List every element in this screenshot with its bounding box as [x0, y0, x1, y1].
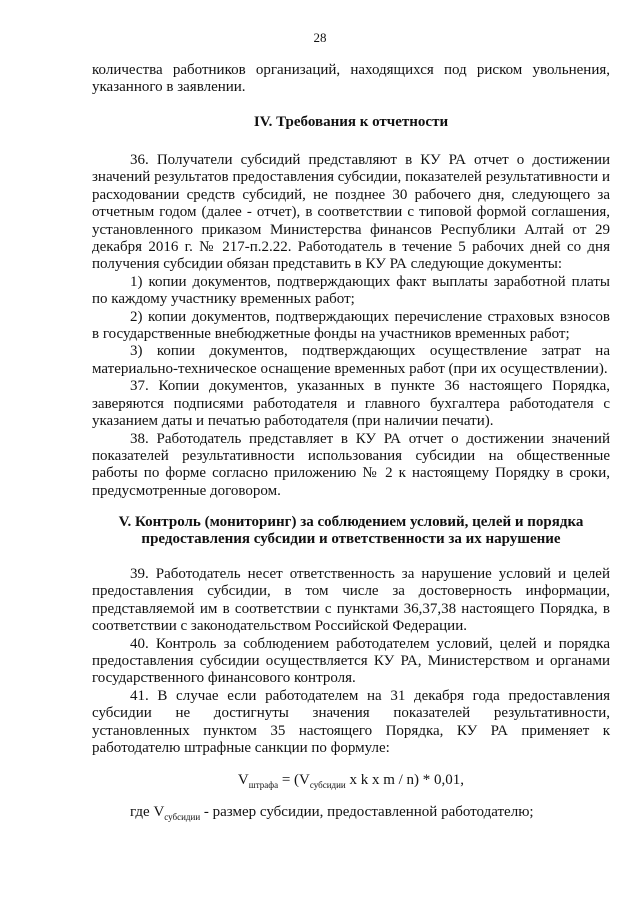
definition-subscript: субсидии — [164, 812, 201, 822]
paragraph-40: 40. Контроль за соблюдением работодателем условий, целей и порядка предоставления субсидии осуществляется КУ РА, Министерством и органами государственного финансового контроля. — [92, 635, 610, 687]
formula-equals: = (V — [278, 772, 310, 788]
definition-prefix: где V — [130, 804, 165, 820]
paragraph-39: 39. Работодатель несет ответственность за нарушение условий и целей предоставления субсидии, в том числе за достоверность информации, представляемой им в соответствии с пунктами 36,37,38 настоящего Порядка, в соответствии с законодательством Российской Федерации. — [92, 566, 610, 635]
paragraph-41: 41. В случае если работодателем на 31 декабря года предоставления субсидии не достигнуты значения показателей результативности, установленных пунктом 35 настоящего Порядка, КУ РА применяет к работодателю штрафные санкции по формуле: — [92, 687, 610, 757]
section-5-heading-line-1: V. Контроль (мониторинг) за соблюдением условий, целей и порядка — [118, 514, 584, 530]
paragraph-36-item-1: 1) копии документов, подтверждающих факт выплаты заработной платы по каждому участнику временных работ; — [92, 273, 610, 308]
section-4-body — [92, 152, 610, 500]
formula-lhs: V — [237, 772, 249, 788]
paragraph-37: 37. Копии документов, указанных в пункте 36 настоящего Порядка, заверяются подписями работодателя и главного бухгалтера работодателя с указанием даты и печатью работодателя (при наличии печати). — [92, 378, 610, 430]
section-5-heading-line-2: предоставления субсидии и ответственности за их нарушение — [141, 531, 561, 548]
definition-text: - размер субсидии, предоставленной работодателю; — [200, 804, 534, 820]
formula-rest: x k x m / n) * 0,01, — [345, 772, 465, 788]
page-number: 28 — [313, 30, 327, 45]
paragraph-38: 38. Работодатель представляет в КУ РА отчет о достижении значений показателей результативности использования субсидии на общественные работы по форме согласно приложению № 2 к настоящему Порядку в сроки, предусмотренные договором. — [92, 430, 610, 499]
paragraph-36: 36. Получатели субсидий представляют в КУ РА отчет о достижении значений результатов предоставления субсидии, показателей результативности и расходовании средств субсидий, не позднее 30 рабочего дня, следующего за отчетным годом (далее - отчет), в соответствии с типовой формой соглашения, установленного приказом Министерства финансов Республики Алтай от 29 декабря 2016 г. № 217-п.2.22. Работодатель в течение 5 рабочих дней со дня получения субсидии обязан представить в КУ РА следующие документы: — [92, 152, 610, 273]
section-5-heading — [92, 514, 610, 549]
section-4-heading: IV. Требования к отчетности — [253, 114, 449, 130]
carry-over-paragraph: количества работников организаций, находящихся под риском увольнения, указанного в заявлении. — [92, 62, 610, 96]
paragraph-36-item-2: 2) копии документов, подтверждающих перечисление страховых взносов в государственные внебюджетные фонды на участников временных работ; — [92, 308, 610, 343]
formula-lhs-subscript: штрафа — [248, 780, 279, 790]
formula-rhs-subscript: субсидии — [309, 780, 346, 790]
paragraph-36-item-3: 3) копии документов, подтверждающих осуществление затрат на материально-техническое оснащение временных работ (при их осуществлении). — [92, 343, 610, 377]
section-5-body — [92, 566, 610, 757]
formula-definition — [92, 804, 610, 826]
penalty-formula — [92, 770, 610, 795]
